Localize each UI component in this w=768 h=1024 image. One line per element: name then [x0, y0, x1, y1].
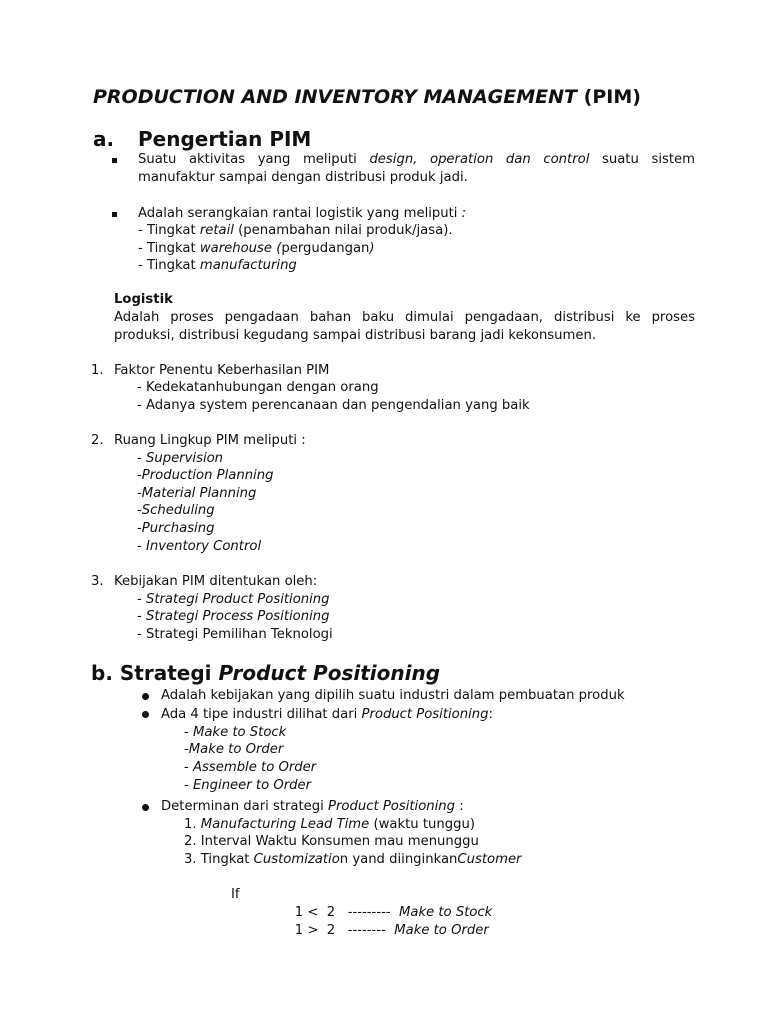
list3-item: - Strategi Product Positioning — [137, 592, 330, 607]
condition-1: 1 < 2 --------- Make to Stock — [294, 905, 493, 920]
list3-heading: Kebijakan PIM ditentukan oleh: — [114, 574, 318, 589]
logistik-line2: produksi, distribusi kegudang sampai distribusi barang jadi kekonsumen. — [114, 328, 597, 343]
list2-heading: Ruang Lingkup PIM meliputi : — [114, 433, 306, 448]
list2-item: -Scheduling — [137, 503, 215, 518]
list2-item: -Material Planning — [137, 486, 257, 501]
round-bullet-icon — [142, 804, 149, 811]
square-bullet-icon — [112, 212, 117, 217]
title-italic: PRODUCTION AND INVENTORY MANAGEMENT — [93, 86, 578, 108]
round-bullet-icon — [142, 711, 149, 718]
section-a-bullet2-intro: Adalah serangkaian rantai logistik yang meliputi : — [138, 206, 467, 221]
list2-number: 2. — [91, 433, 104, 448]
page-title — [93, 86, 641, 108]
section-a-bullet2-item2: - Tingkat warehouse (pergudangan) — [138, 241, 375, 256]
title-abbr: (PIM) — [583, 86, 641, 108]
square-bullet-icon — [112, 158, 117, 163]
section-a-heading: Pengertian PIM — [138, 127, 312, 151]
list1-item: - Kedekatanhubungan dengan orang — [137, 380, 379, 395]
logistik-line1: Adalah proses pengadaan bahan baku dimulai pengadaan, distribusi ke proses — [114, 310, 695, 325]
section-a-bullet1-line2: manufaktur sampai dengan distribusi produk jadi. — [138, 170, 468, 185]
round-bullet-icon — [142, 693, 149, 700]
list2-item: - Inventory Control — [137, 539, 262, 554]
section-b-heading: b. Strategi Product Positioning — [91, 661, 441, 685]
section-b-bullet2: Ada 4 tipe industri dilihat dari Product Positioning: — [161, 707, 493, 722]
list3-item: - Strategi Process Positioning — [137, 609, 330, 624]
industry-type-item: - Make to Stock — [184, 725, 287, 740]
list2-item: - Supervision — [137, 451, 224, 466]
list1-item: - Adanya system perencanaan dan pengendalian yang baik — [137, 398, 530, 413]
section-a-marker: a. — [93, 127, 115, 151]
section-b-bullet1: Adalah kebijakan yang dipilih suatu industri dalam pembuatan produk — [161, 688, 625, 703]
determinant-item: 2. Interval Waktu Konsumen mau menunggu — [184, 834, 479, 849]
determinant-item: 3. Tingkat Customization yand diinginkanCustomer — [184, 852, 522, 867]
condition-2: 1 > 2 -------- Make to Order — [294, 923, 489, 938]
logistik-heading: Logistik — [114, 292, 173, 307]
list2-item: -Production Planning — [137, 468, 274, 483]
section-b-bullet3: Determinan dari strategi Product Positioning : — [161, 799, 464, 814]
list2-item: -Purchasing — [137, 521, 215, 536]
list1-number: 1. — [91, 363, 104, 378]
if-label: If — [231, 887, 240, 902]
list1-heading: Faktor Penentu Keberhasilan PIM — [114, 363, 330, 378]
section-a-bullet2-item3: - Tingkat manufacturing — [138, 258, 297, 273]
section-a-bullet1-line1: Suatu aktivitas yang meliputi design, operation dan control suatu sistem — [138, 152, 695, 167]
industry-type-item: - Assemble to Order — [184, 760, 317, 775]
industry-type-item: -Make to Order — [184, 742, 284, 757]
list3-item: - Strategi Pemilihan Teknologi — [137, 627, 333, 642]
list3-number: 3. — [91, 574, 104, 589]
section-a-bullet2-item1: - Tingkat retail (penambahan nilai produk/jasa). — [138, 223, 453, 238]
determinant-item: 1. Manufacturing Lead Time (waktu tunggu) — [184, 817, 475, 832]
industry-type-item: - Engineer to Order — [184, 778, 312, 793]
